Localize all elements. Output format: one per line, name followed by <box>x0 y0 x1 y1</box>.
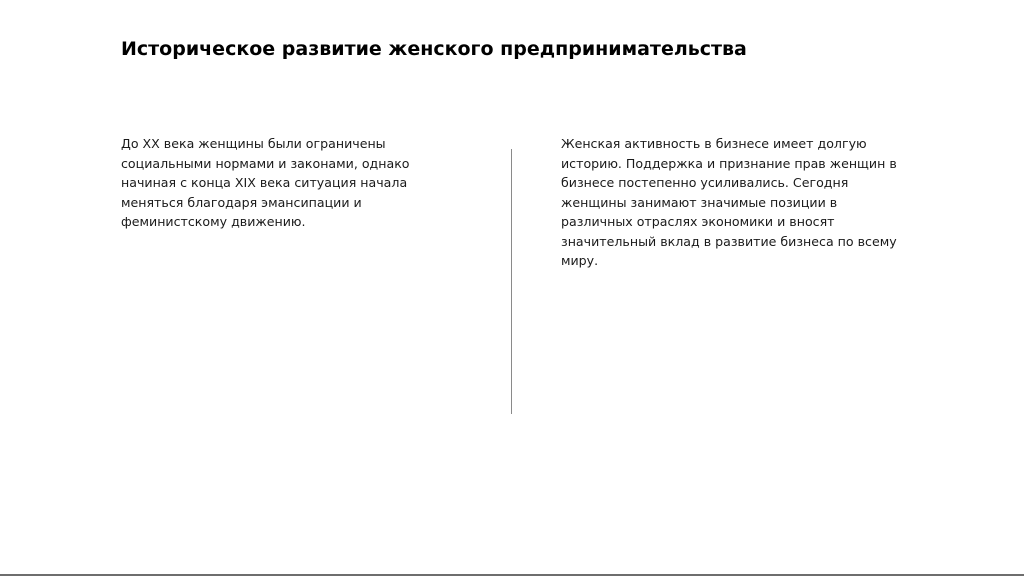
left-column-text: До XX века женщины были ограничены социальными нормами и законами, однако начиная с конца XIX века ситуация начала меняться благодаря эмансипации и феминистскому движению. <box>121 136 410 229</box>
slide-title: Историческое развитие женского предпринимательства <box>121 38 747 60</box>
right-column-text: Женская активность в бизнесе имеет долгую историю. Поддержка и признание прав женщин в бизнесе постепенно усиливались. Сегодня женщины занимают значимые позиции в различных отраслях экономики и вносят значительный вклад в развитие бизнеса по всему миру. <box>561 136 897 268</box>
column-divider <box>511 149 512 414</box>
